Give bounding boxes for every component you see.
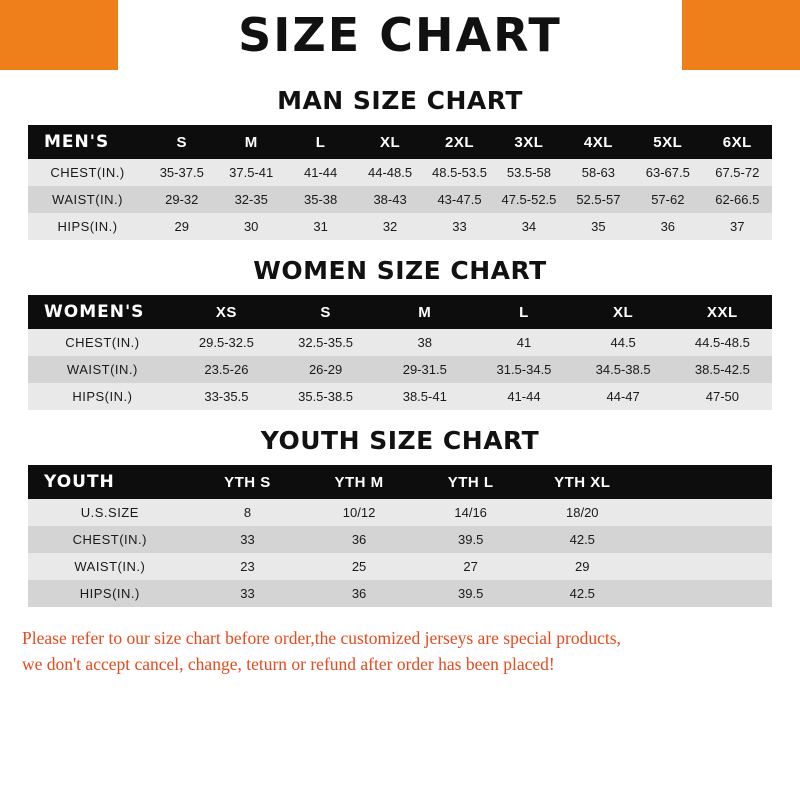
cell: 44-48.5 xyxy=(368,165,413,180)
column-header: XL xyxy=(355,125,424,159)
cell: 62-66.5 xyxy=(715,192,760,207)
cell: 57-62 xyxy=(651,192,685,207)
cell: 43-47.5 xyxy=(437,192,482,207)
cell: 10/12 xyxy=(342,505,376,520)
cell: 29-31.5 xyxy=(402,362,447,377)
cell: 14/16 xyxy=(454,505,487,520)
cell: 36 xyxy=(660,219,676,234)
cell: 47-50 xyxy=(705,389,739,404)
column-header: S xyxy=(147,125,216,159)
cell: 27 xyxy=(463,559,478,574)
table-row xyxy=(28,383,772,410)
cell: 23 xyxy=(240,559,255,574)
column-header-spacer xyxy=(638,465,772,499)
men-row-header: MEN'S xyxy=(28,125,147,159)
men-size-table xyxy=(28,125,772,240)
table-row xyxy=(28,213,772,240)
cell: 36 xyxy=(351,532,367,547)
men-section-title: MAN SIZE CHART xyxy=(277,86,523,115)
cell: 36 xyxy=(351,586,367,601)
cell-spacer xyxy=(638,526,772,553)
column-header: M xyxy=(216,125,285,159)
column-header: XS xyxy=(177,295,276,329)
cell: 33-35.5 xyxy=(204,389,249,404)
row-label: HIPS(IN.) xyxy=(72,389,133,404)
column-header: S xyxy=(276,295,375,329)
cell: 44-47 xyxy=(606,389,640,404)
cell: 48.5-53.5 xyxy=(432,165,487,180)
cell: 38 xyxy=(417,335,432,350)
column-header: YTH L xyxy=(415,465,527,499)
column-header: 5XL xyxy=(633,125,702,159)
column-header: L xyxy=(474,295,573,329)
row-label: CHEST(IN.) xyxy=(72,532,147,547)
cell: 32-35 xyxy=(234,192,268,207)
cell: 38-43 xyxy=(373,192,407,207)
cell: 33 xyxy=(240,532,255,547)
youth-size-section xyxy=(0,426,800,607)
cell: 33 xyxy=(240,586,255,601)
men-table-wrap xyxy=(28,125,772,240)
women-row-header: WOMEN'S xyxy=(28,295,177,329)
cell: 38.5-42.5 xyxy=(694,362,750,377)
footer-note-line-1: Please refer to our size chart before order,the customized jerseys are special products, xyxy=(22,628,621,648)
cell: 33 xyxy=(452,219,467,234)
cell: 53.5-58 xyxy=(506,165,551,180)
row-label: WAIST(IN.) xyxy=(66,362,138,377)
cell: 32 xyxy=(382,219,398,234)
cell: 34 xyxy=(521,219,537,234)
cell: 25 xyxy=(351,559,367,574)
column-header: YTH M xyxy=(303,465,415,499)
cell: 31.5-34.5 xyxy=(496,362,552,377)
table-row xyxy=(28,526,772,553)
footer-note xyxy=(22,625,778,677)
cell: 29.5-32.5 xyxy=(198,335,254,350)
men-size-section xyxy=(0,86,800,240)
column-header: XXL xyxy=(673,295,772,329)
cell: 29 xyxy=(174,219,189,234)
cell: 35 xyxy=(591,219,606,234)
cell: 32.5-35.5 xyxy=(298,335,354,350)
table-header-row xyxy=(28,125,772,159)
cell: 31 xyxy=(313,219,328,234)
row-label: WAIST(IN.) xyxy=(74,559,146,574)
women-size-section xyxy=(0,256,800,410)
cell: 29-32 xyxy=(165,192,199,207)
row-label: WAIST(IN.) xyxy=(52,192,123,207)
table-header-row xyxy=(28,295,772,329)
cell: 58-63 xyxy=(581,165,615,180)
cell: 42.5 xyxy=(569,532,595,547)
footer-note-line-2: we don't accept cancel, change, teturn or refund after order has been placed! xyxy=(22,654,555,674)
cell: 44.5 xyxy=(610,335,636,350)
column-header: YTH S xyxy=(192,465,304,499)
cell: 41-44 xyxy=(507,389,541,404)
cell: 39.5 xyxy=(458,586,484,601)
row-label: CHEST(IN.) xyxy=(50,165,125,180)
cell: 37.5-41 xyxy=(229,165,274,180)
column-header: 6XL xyxy=(703,125,772,159)
cell: 67.5-72 xyxy=(715,165,760,180)
column-header: L xyxy=(286,125,355,159)
cell: 35-38 xyxy=(304,192,338,207)
cell: 47.5-52.5 xyxy=(501,192,557,207)
cell: 42.5 xyxy=(569,586,595,601)
column-header: XL xyxy=(574,295,673,329)
column-header: 2XL xyxy=(425,125,494,159)
cell-spacer xyxy=(638,553,772,580)
cell: 26-29 xyxy=(308,362,343,377)
cell-spacer xyxy=(638,499,772,526)
column-header: 4XL xyxy=(564,125,633,159)
column-header: 3XL xyxy=(494,125,563,159)
cell: 29 xyxy=(575,559,590,574)
cell: 8 xyxy=(243,505,252,520)
column-header: YTH XL xyxy=(526,465,638,499)
header-banner xyxy=(0,0,800,70)
cell: 34.5-38.5 xyxy=(595,362,651,377)
women-section-title: WOMEN SIZE CHART xyxy=(253,256,547,285)
table-row xyxy=(28,356,772,383)
cell: 37 xyxy=(730,219,745,234)
cell-spacer xyxy=(638,580,772,607)
cell: 39.5 xyxy=(458,532,484,547)
cell: 41 xyxy=(516,335,532,350)
table-header-row xyxy=(28,465,772,499)
women-table-wrap xyxy=(28,295,772,410)
row-label: HIPS(IN.) xyxy=(79,586,140,601)
table-row xyxy=(28,159,772,186)
row-label: CHEST(IN.) xyxy=(65,335,140,350)
table-row xyxy=(28,499,772,526)
table-row xyxy=(28,580,772,607)
cell: 63-67.5 xyxy=(645,165,690,180)
page-title: SIZE CHART xyxy=(238,8,562,62)
youth-section-title: YOUTH SIZE CHART xyxy=(260,426,540,455)
women-size-table xyxy=(28,295,772,410)
cell: 35-37.5 xyxy=(159,165,204,180)
youth-row-header: YOUTH xyxy=(28,465,192,499)
table-row xyxy=(28,329,772,356)
cell: 23.5-26 xyxy=(204,362,249,377)
cell: 35.5-38.5 xyxy=(298,389,354,404)
column-header: M xyxy=(375,295,474,329)
table-row xyxy=(28,186,772,213)
cell: 44.5-48.5 xyxy=(694,335,750,350)
youth-size-table xyxy=(28,465,772,607)
table-row xyxy=(28,553,772,580)
cell: 30 xyxy=(243,219,259,234)
row-label: U.S.SIZE xyxy=(80,505,139,520)
row-label: HIPS(IN.) xyxy=(57,219,118,234)
cell: 41-44 xyxy=(304,165,338,180)
cell: 52.5-57 xyxy=(576,192,621,207)
youth-table-wrap xyxy=(28,465,772,607)
cell: 38.5-41 xyxy=(402,389,447,404)
cell: 18/20 xyxy=(566,505,599,520)
